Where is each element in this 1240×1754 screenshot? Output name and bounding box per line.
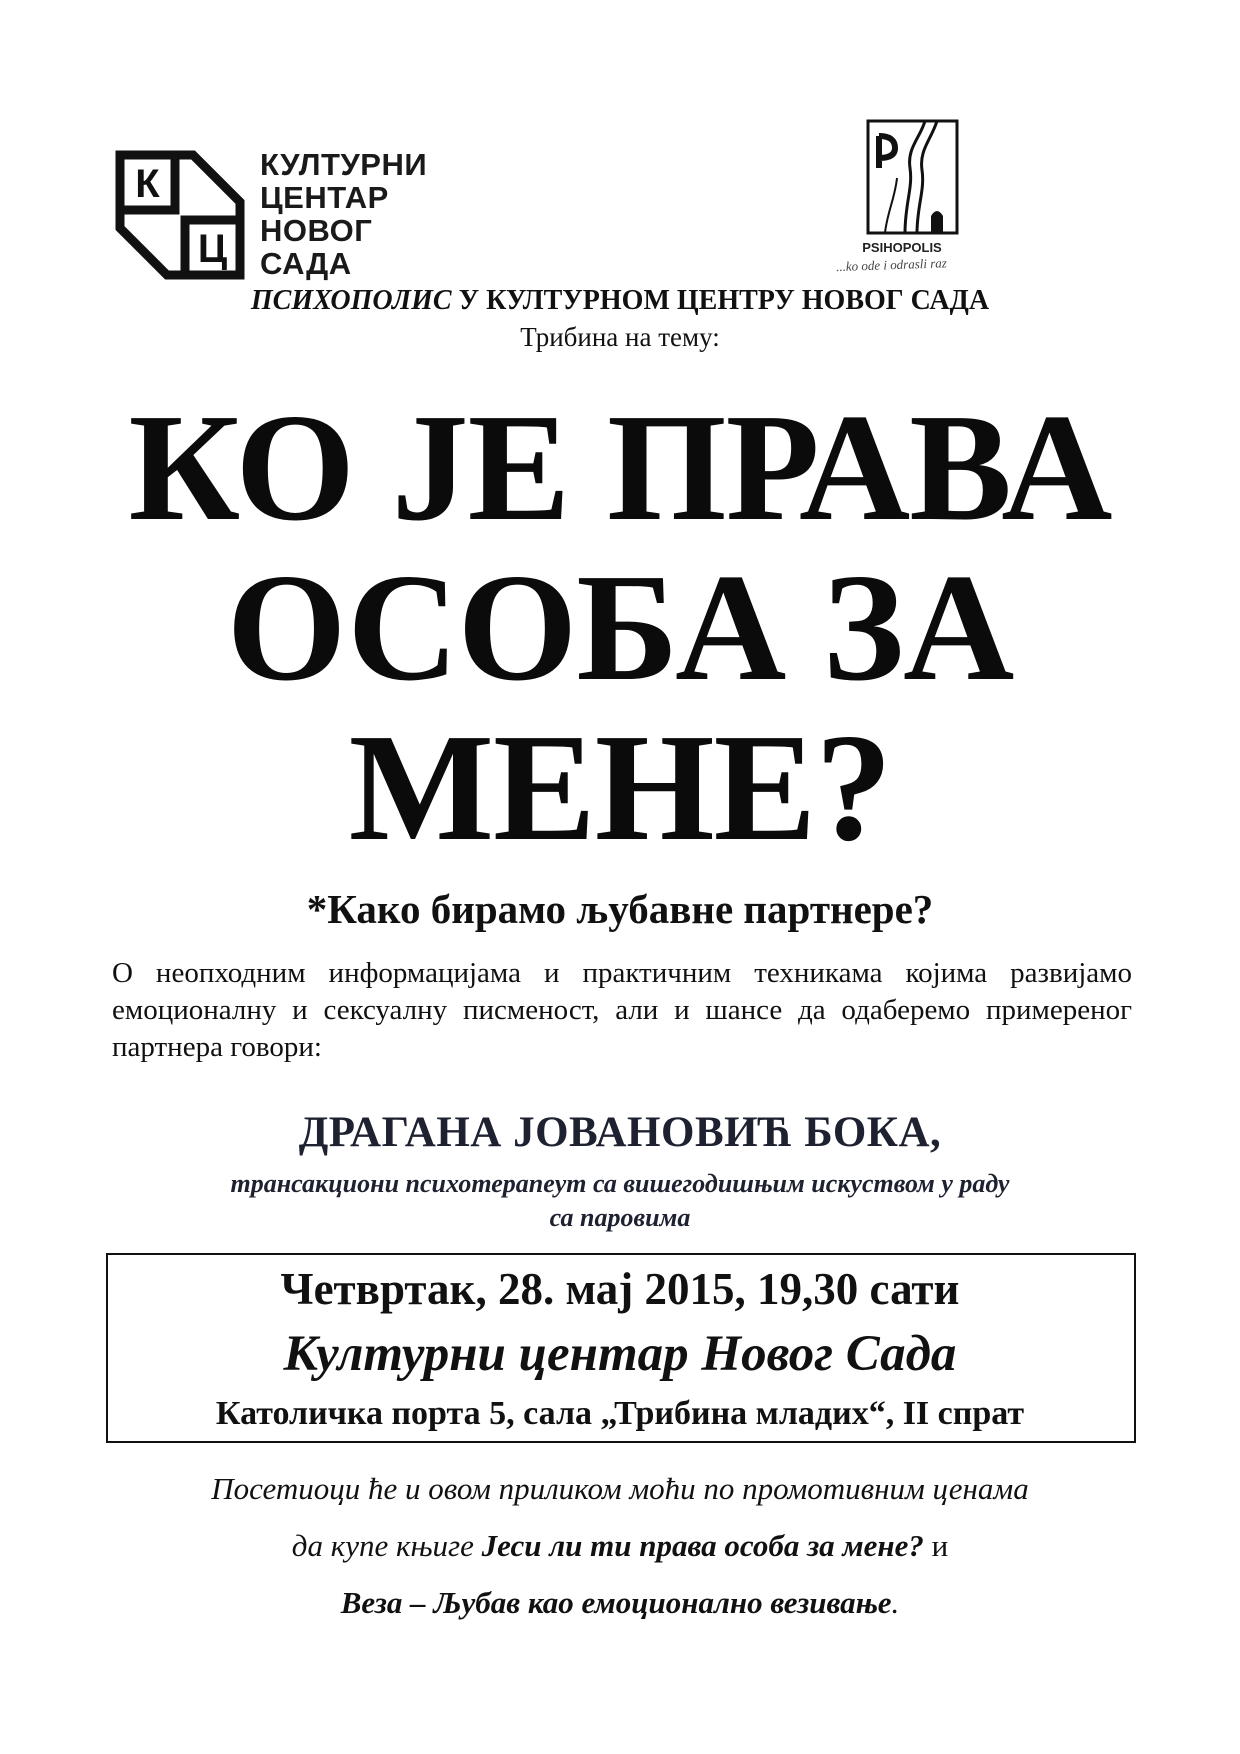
footer-line <box>0 1517 1240 1574</box>
footer-text: . <box>891 1585 900 1620</box>
event-datetime: Четвртак, 28. мај 2015, 19,30 сати <box>280 1264 960 1314</box>
organizer-line <box>0 285 1240 317</box>
kc-mark-letter-1: К <box>135 162 160 206</box>
kc-wordmark-line: КУЛТУРНИ <box>260 147 428 182</box>
speaker-description <box>110 1167 1130 1235</box>
footer-line: Посетиоци ће и овом приликом моћи по промотивним ценама <box>211 1471 1029 1506</box>
book-title-1: Јеси ли ти права особа за мене? <box>481 1528 924 1563</box>
kc-wordmark-line: САДА <box>260 246 352 281</box>
poster-subtitle-question: *Како бирамо љубавне партнере? <box>306 886 934 932</box>
kc-logo-wordmark <box>260 148 427 280</box>
event-venue: Културни центар Новог Сада <box>283 1326 957 1382</box>
organizer-location: У КУЛТУРНОМ ЦЕНТРУ НОВОГ САДА <box>458 285 990 316</box>
kc-wordmark-line: ЦЕНТАР <box>260 180 389 215</box>
psihopolis-tagline: ...ko ode i odrasli raz <box>835 255 948 275</box>
book-title-2: Веза – Љубав као емоционално везивање <box>340 1585 892 1620</box>
poster-title <box>0 383 1240 873</box>
kc-wordmark-line: НОВОГ <box>260 213 373 248</box>
psihopolis-logo-mark <box>865 118 960 236</box>
poster-title-line: КО ЈЕ ПРАВА <box>128 383 1112 553</box>
footer-line <box>0 1574 1240 1631</box>
footer-note <box>0 1460 1240 1631</box>
speaker-description-line: са паровима <box>549 1203 691 1232</box>
speaker-name: ДРАГАНА ЈОВАНОВИЋ БОКА, <box>298 1109 942 1156</box>
kc-logo-mark <box>115 150 245 280</box>
event-address: Католичка порта 5, сала „Трибина младих“, II спрат <box>215 1395 1025 1432</box>
intro-paragraph: О неопходним информацијама и практичним техникама којима развијамо емоционалну и сексуалну писменост, али и шансе да одаберемо примереног партнера говори: <box>112 957 1132 1063</box>
poster-title-line: ОСОБА ЗА <box>226 543 1014 713</box>
kc-mark-letter-2: Ц <box>197 227 228 271</box>
event-type: Трибина на тему: <box>520 322 720 352</box>
footer-text: да купе књиге <box>291 1528 482 1563</box>
poster-title-line: МЕНЕ? <box>348 703 892 873</box>
footer-text: и <box>923 1528 949 1563</box>
speaker-description-line: трансакциони психотерапеут са вишегодишњим искуством у раду <box>230 1169 1010 1198</box>
psihopolis-logo-name: PSIHOPOLIS <box>862 240 942 255</box>
organizer-name: ПСИХОПОЛИС <box>250 285 452 316</box>
